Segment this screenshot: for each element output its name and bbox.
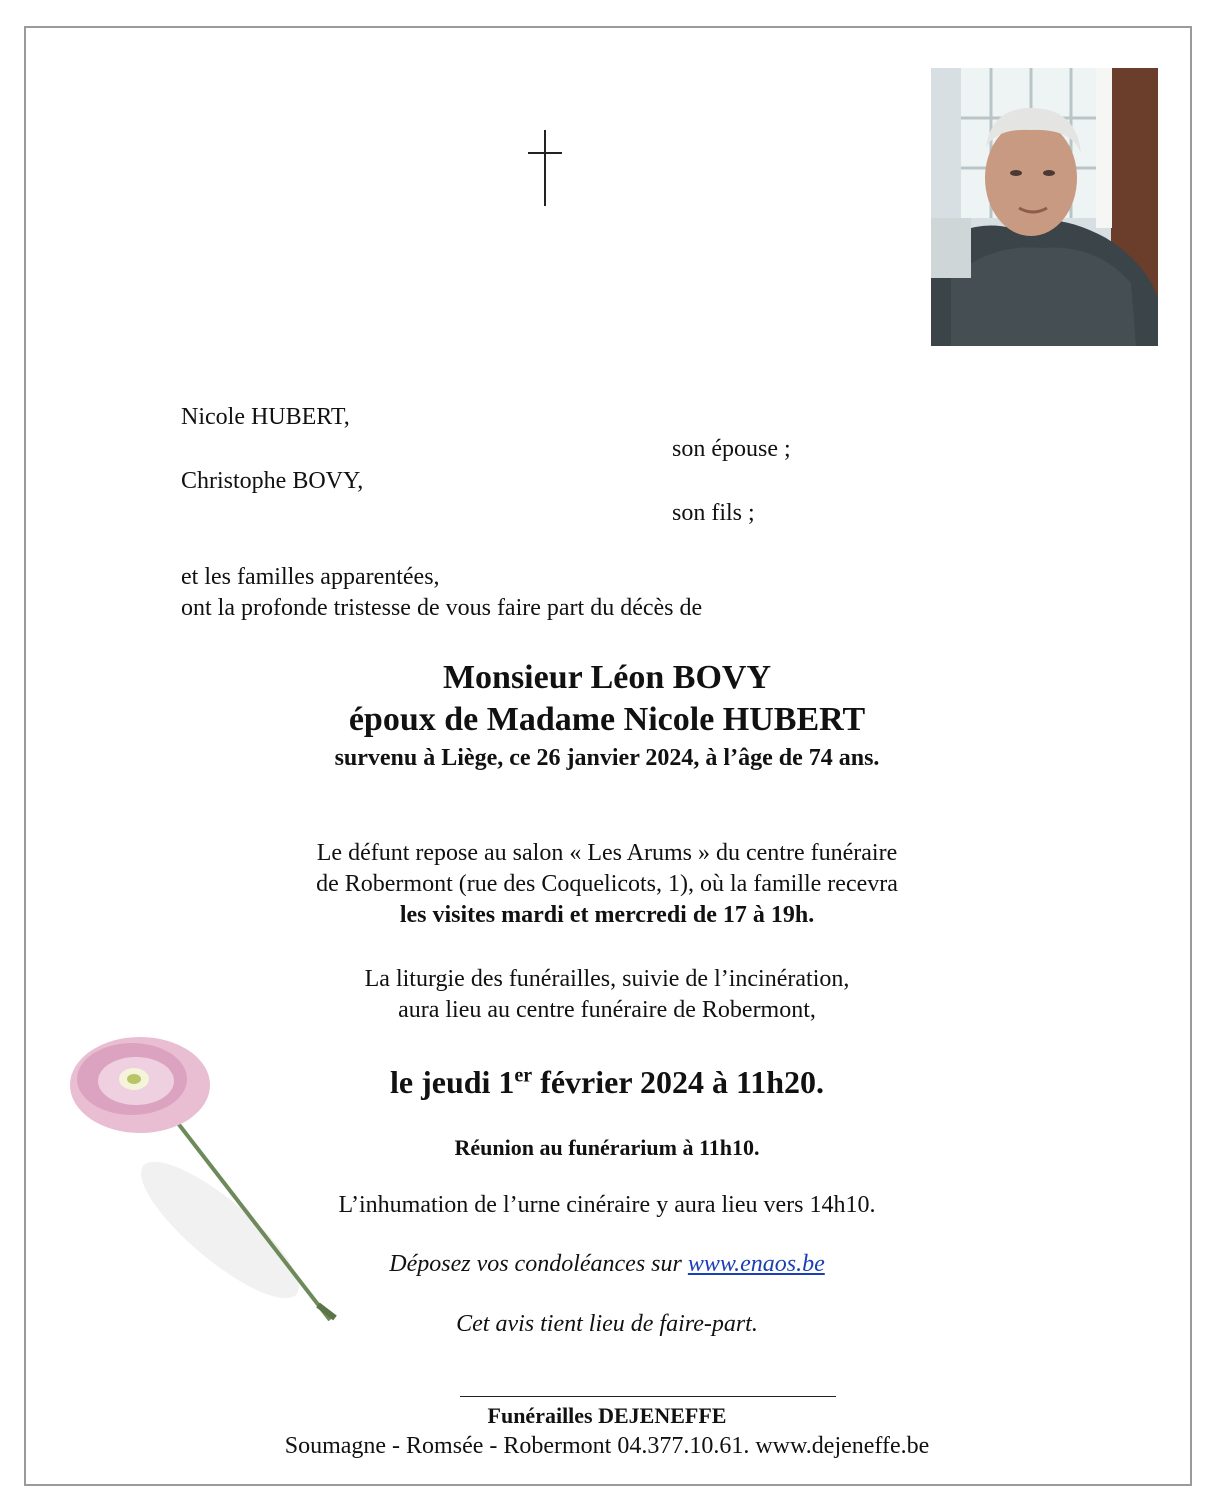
deceased-details: survenu à Liège, ce 26 janvier 2024, à l’âge de 74 ans. bbox=[334, 745, 880, 771]
flower-illustration bbox=[60, 1030, 360, 1340]
footer-divider bbox=[460, 1396, 836, 1397]
family-spouse-name: Nicole HUBERT, bbox=[181, 404, 350, 430]
portrait-photo bbox=[931, 68, 1158, 346]
family-son-role: son fils ; bbox=[672, 500, 755, 526]
liturgy-line-2: aura lieu au centre funéraire de Robermont, bbox=[398, 997, 816, 1023]
condolences-link[interactable]: www.enaos.be bbox=[687, 1251, 825, 1277]
family-spouse-role: son épouse ; bbox=[672, 436, 791, 462]
deceased-name: Monsieur Léon BOVY bbox=[442, 659, 772, 696]
family-intro-2: ont la profonde tristesse de vous faire part du décès de bbox=[181, 595, 703, 621]
visitation-line-2: de Robermont (rue des Coquelicots, 1), où la famille recevra bbox=[316, 871, 898, 897]
cross-icon bbox=[528, 130, 562, 206]
deceased-spouse: époux de Madame Nicole HUBERT bbox=[348, 701, 866, 738]
ceremony-urn: L’inhumation de l’urne cinéraire y aura lieu vers 14h10. bbox=[338, 1192, 876, 1218]
footer-contact: Soumagne - Romsée - Robermont 04.377.10.61. www.dejeneffe.be bbox=[284, 1433, 930, 1459]
family-intro-1: et les familles apparentées, bbox=[181, 564, 440, 590]
liturgy-line-1: La liturgie des funérailles, suivie de l’incinération, bbox=[364, 966, 850, 992]
visitation-line-1: Le défunt repose au salon « Les Arums » du centre funéraire bbox=[316, 840, 898, 866]
family-son-name: Christophe BOVY, bbox=[181, 468, 364, 494]
notice-line: Cet avis tient lieu de faire-part. bbox=[456, 1311, 758, 1337]
condolences-line: Déposez vos condoléances sur www.enaos.be bbox=[389, 1251, 825, 1277]
ceremony-date: le jeudi 1er février 2024 à 11h20. bbox=[389, 1064, 824, 1100]
visitation-line-3: les visites mardi et mercredi de 17 à 19h. bbox=[399, 902, 815, 928]
footer-company: Funérailles DEJENEFFE bbox=[487, 1403, 727, 1428]
ceremony-meeting: Réunion au funérarium à 11h10. bbox=[454, 1135, 760, 1160]
